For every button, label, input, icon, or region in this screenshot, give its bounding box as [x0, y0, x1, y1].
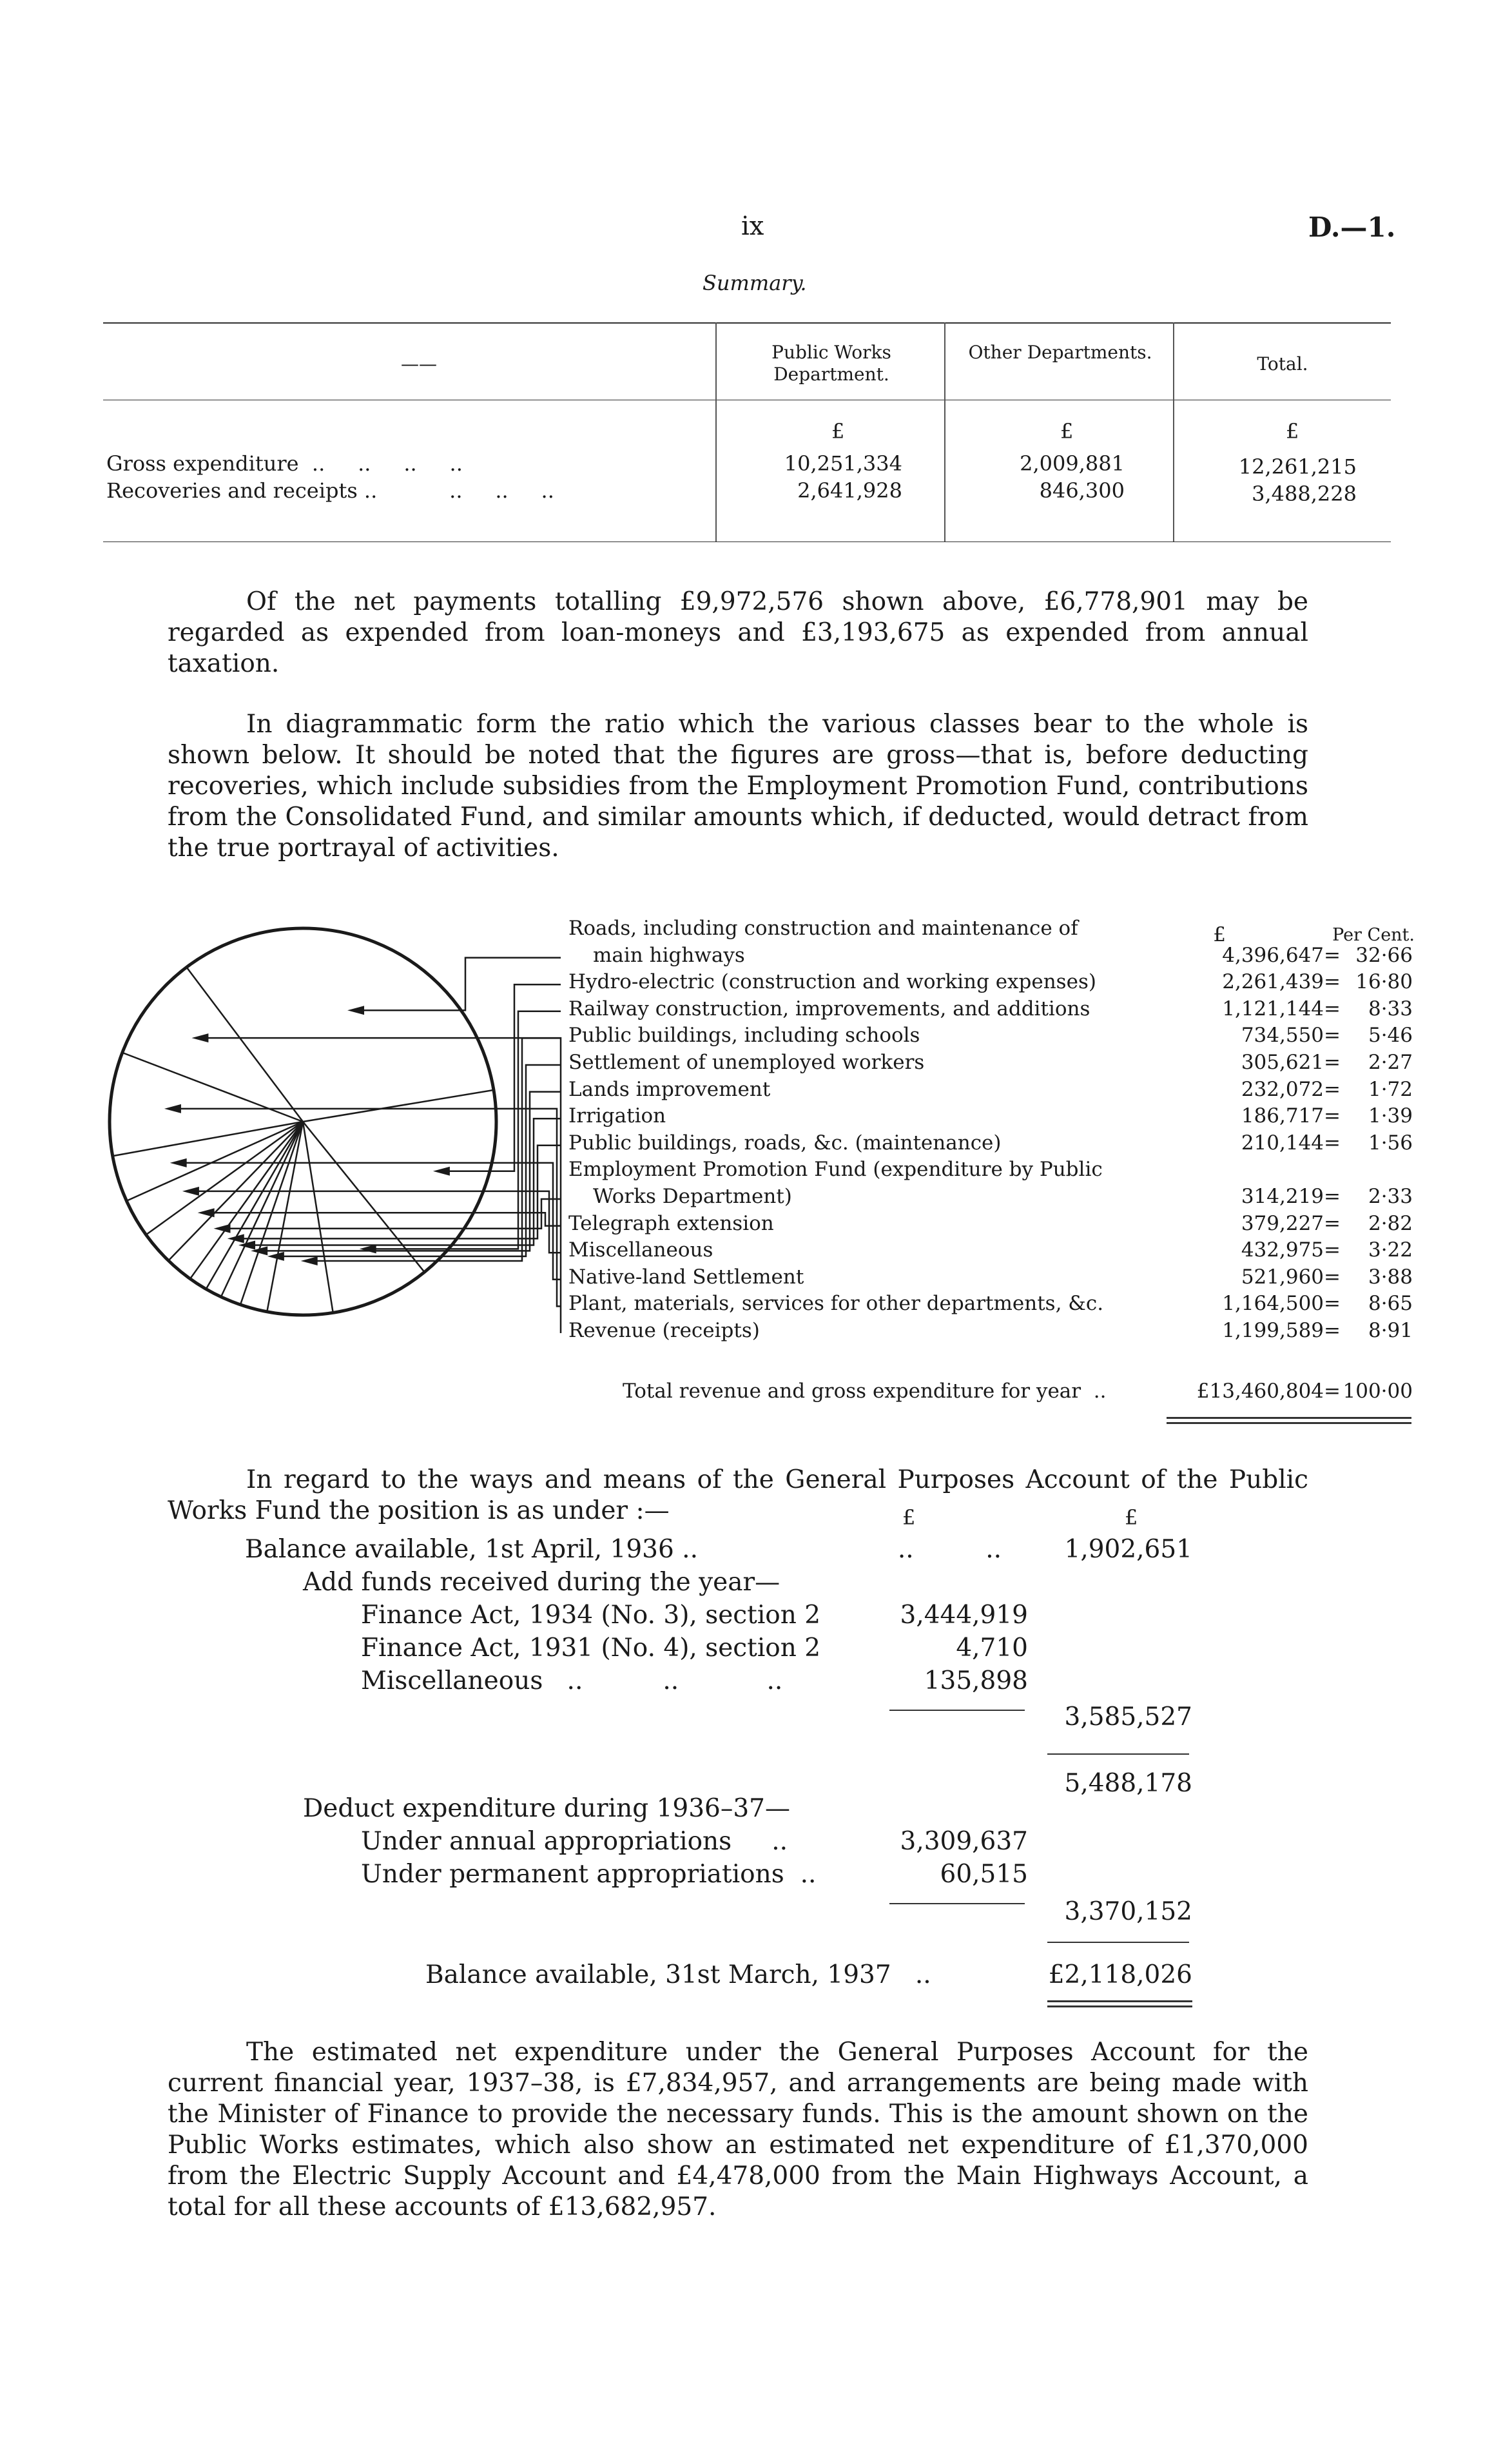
legend-label: Employment Promotion Fund (expenditure by Public	[568, 1158, 1103, 1182]
legend-percent: 2·33	[1368, 1185, 1413, 1208]
row-label: Recoveries and receipts .. .. .. ..	[106, 478, 554, 503]
legend-label: Lands improvement	[568, 1077, 771, 1101]
add-item-amount: 135,898	[924, 1666, 1028, 1695]
column-header-other: Other Departments.	[968, 342, 1152, 363]
leader-line	[182, 1163, 561, 1280]
currency-symbol: £	[902, 1505, 916, 1530]
legend-label: Roads, including construction and maintenance of	[568, 917, 1078, 940]
total-double-rule	[1334, 1422, 1411, 1424]
legend-amount: 232,072=	[1241, 1077, 1341, 1101]
legend-label: Settlement of unemployed workers	[568, 1051, 925, 1074]
document-reference: D.—1.	[1308, 211, 1396, 243]
legend-label: Revenue (receipts)	[568, 1319, 760, 1342]
amount-header: £	[1213, 923, 1226, 946]
legend-label: Hydro-electric (construction and working expenses)	[568, 970, 1096, 994]
currency-symbol: £	[1060, 419, 1074, 444]
add-item-label: Miscellaneous .. .. ..	[361, 1666, 783, 1695]
pie-slice	[110, 1053, 303, 1156]
cell-value: 846,300	[1039, 478, 1125, 503]
legend-label: Telegraph extension	[568, 1211, 774, 1235]
legend-amount: 186,717=	[1241, 1104, 1341, 1128]
deduct-item-amount: 3,309,637	[900, 1827, 1028, 1856]
legend-label: Public buildings, roads, &c. (maintenance)	[568, 1131, 1002, 1155]
arrow-head-icon	[191, 1033, 208, 1042]
legend-percent: 3·22	[1368, 1238, 1413, 1262]
total-double-rule	[1047, 2000, 1192, 2002]
percent-header: Per Cent.	[1332, 925, 1415, 945]
pie-slice-boundary	[186, 967, 303, 1122]
add-total-amount: 3,585,527	[1064, 1703, 1192, 1732]
legend-label: Irrigation	[568, 1104, 666, 1128]
legend-label: Railway construction, improvements, and additions	[568, 997, 1090, 1020]
legend-percent: 1·72	[1368, 1077, 1413, 1101]
legend-label: main highways	[593, 943, 745, 967]
pie-slice-boundary	[303, 1090, 494, 1122]
cell-value: 10,251,334	[784, 451, 902, 476]
total-double-rule	[1334, 1417, 1411, 1419]
legend-percent: 5·46	[1368, 1024, 1413, 1048]
pie-slice-boundary	[122, 1053, 303, 1122]
paragraph-diagram-intro: In diagrammatic form the ratio which the various classes bear to the whole is shown below. It should be noted that the figures are gross—that is, before deducting recoveries, which include subsidies from the Employment Promotion Fund, contributions from the Consolidated Fund, and similar amounts which, if deducted, would detract from the true portrayal of activities.	[168, 710, 1308, 863]
legend-percent: 3·88	[1368, 1265, 1413, 1289]
legend-percent: 2·27	[1368, 1051, 1413, 1074]
arrow-head-icon	[267, 1252, 284, 1261]
pie-slice-boundary	[190, 1122, 303, 1279]
cell-value: 2,009,881	[1020, 451, 1125, 476]
deduct-item-label: Under permanent appropriations ..	[361, 1860, 817, 1889]
sum-rule	[1047, 1753, 1189, 1755]
sum-rule	[1047, 1942, 1189, 1943]
chart-total-amount: £13,460,804=	[1196, 1380, 1341, 1403]
legend-amount: 379,227=	[1241, 1211, 1341, 1235]
legend-amount: 305,621=	[1241, 1051, 1341, 1074]
row-label: Gross expenditure .. .. .. ..	[106, 451, 463, 476]
legend-amount: 734,550=	[1241, 1024, 1341, 1048]
ways-means-intro: In regard to the ways and means of the General Purposes Account of the Public Works Fund the position is as under :—	[168, 1465, 1308, 1525]
deduct-label: Deduct expenditure during 1936–37—	[303, 1794, 790, 1823]
pie-slice	[267, 1122, 333, 1315]
pie-slice-boundary	[221, 1122, 303, 1297]
add-item-label: Finance Act, 1931 (No. 4), section 2	[361, 1634, 821, 1663]
legend-percent: 1·39	[1368, 1104, 1413, 1128]
pie-slice-boundary	[126, 1122, 303, 1201]
legend-amount: 1,199,589=	[1222, 1319, 1341, 1342]
legend-amount: 432,975=	[1241, 1238, 1341, 1262]
legend-label: Works Department)	[593, 1185, 792, 1208]
legend-percent: 32·66	[1355, 943, 1413, 967]
chart-total-percent: 100·00	[1342, 1380, 1413, 1403]
cell-value: 12,261,215	[1238, 454, 1357, 479]
legend-amount: 2,261,439=	[1222, 970, 1341, 994]
subtotal-amount: 5,488,178	[1064, 1769, 1192, 1798]
arrow-head-icon	[170, 1158, 187, 1167]
total-double-rule	[1167, 1417, 1334, 1419]
legend-percent: 8·65	[1368, 1292, 1413, 1316]
chart-total-label: Total revenue and gross expenditure for year ..	[623, 1380, 1107, 1403]
balance-start-amount: 1,902,651	[1064, 1535, 1192, 1564]
cell-value: 3,488,228	[1252, 482, 1357, 506]
currency-symbol: £	[1286, 419, 1299, 444]
arrow-head-icon	[347, 1006, 364, 1015]
stub-header: ——	[401, 353, 437, 375]
arrow-head-icon	[214, 1224, 231, 1233]
page-number: ix	[741, 211, 764, 241]
currency-symbol: £	[1125, 1505, 1138, 1530]
legend-amount: 521,960=	[1241, 1265, 1341, 1289]
legend-percent: 1·56	[1368, 1131, 1413, 1155]
add-item-amount: 3,444,919	[900, 1601, 1028, 1630]
arrow-head-icon	[433, 1167, 450, 1176]
total-double-rule	[1047, 2005, 1192, 2007]
legend-amount: 314,219=	[1241, 1185, 1341, 1208]
arrow-head-icon	[228, 1234, 244, 1243]
legend-amount: 210,144=	[1241, 1131, 1341, 1155]
balance-start-label: Balance available, 1st April, 1936 .. .. ..	[245, 1535, 1002, 1564]
legend-label: Miscellaneous	[568, 1238, 713, 1262]
leader-line	[262, 1092, 561, 1251]
add-funds-label: Add funds received during the year—	[303, 1568, 780, 1597]
legend-percent: 8·91	[1368, 1319, 1413, 1342]
column-header-pwd: Public Works Department.	[771, 342, 891, 385]
deduct-item-amount: 60,515	[940, 1860, 1028, 1889]
leader-line	[313, 1038, 561, 1261]
total-double-rule	[1167, 1422, 1334, 1424]
arrow-head-icon	[198, 1208, 215, 1217]
sum-rule	[889, 1710, 1025, 1711]
column-header-total: Total.	[1257, 353, 1308, 375]
legend-percent: 16·80	[1355, 970, 1413, 994]
arrow-head-icon	[301, 1256, 318, 1265]
pie-slice	[122, 967, 303, 1122]
currency-symbol: £	[831, 419, 845, 444]
arrow-head-icon	[164, 1104, 181, 1113]
pie-slice	[186, 928, 493, 1122]
legend-amount: 1,164,500=	[1222, 1292, 1341, 1316]
summary-title: Summary.	[703, 271, 807, 295]
legend-label: Native-land Settlement	[568, 1265, 804, 1289]
add-item-amount: 4,710	[956, 1634, 1028, 1663]
balance-end-amount: £2,118,026	[1048, 1960, 1192, 1989]
legend-percent: 8·33	[1368, 997, 1413, 1020]
add-item-label: Finance Act, 1934 (No. 3), section 2	[361, 1601, 821, 1630]
sum-rule	[889, 1903, 1025, 1904]
balance-end-label: Balance available, 31st March, 1937 ..	[425, 1960, 931, 1989]
pie-slice-boundary	[146, 1122, 303, 1234]
paragraph-estimated-expenditure: The estimated net expenditure under the General Purposes Account for the current financial year, 1937–38, is £7,834,957, and arrangements are being made with the Minister of Finance to provide the necessary funds. This is the amount shown on the Public Works estimates, which also show an estimated net expenditure of £1,370,000 from the Electric Supply Account and £4,478,000 from the Main Highways Account, a total for all these accounts of £13,682,957.	[168, 2038, 1308, 2221]
pie-slice-boundary	[303, 1122, 333, 1312]
deduct-item-label: Under annual appropriations ..	[361, 1827, 788, 1856]
leader-line	[176, 1109, 561, 1307]
paragraph-net-payments: Of the net payments totalling £9,972,576 shown above, £6,778,901 may be regarded as expended from loan-moneys and £3,193,675 as expended from annual taxation.	[168, 587, 1308, 678]
legend-percent: 2·82	[1368, 1211, 1413, 1235]
legend-amount: 4,396,647=	[1222, 943, 1341, 967]
arrow-head-icon	[182, 1187, 199, 1196]
legend-label: Public buildings, including schools	[568, 1024, 920, 1048]
deduct-total-amount: 3,370,152	[1064, 1897, 1192, 1926]
pie-slice-boundary	[267, 1122, 303, 1312]
cell-value: 2,641,928	[797, 478, 902, 503]
legend-label: Plant, materials, services for other departments, &c.	[568, 1292, 1104, 1316]
legend-amount: 1,121,144=	[1222, 997, 1341, 1020]
